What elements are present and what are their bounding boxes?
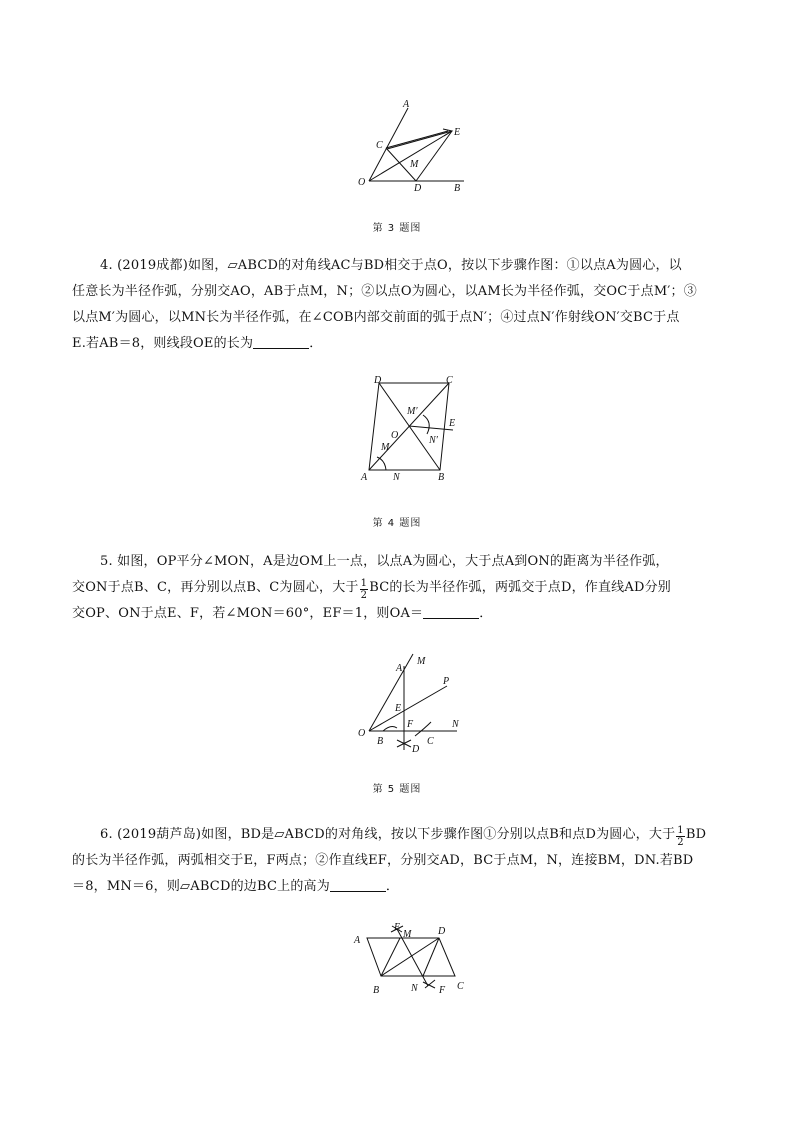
label-C: C (457, 981, 464, 992)
label-A: A (361, 472, 368, 483)
label-E: E (394, 922, 401, 933)
q6-line-1a: 6. (2019葫芦岛)如图，BD是▱ABCD的对角线，按以下步骤作图①分别以点B和点D为圆心，大于 (100, 827, 676, 842)
label-P: P (443, 676, 450, 687)
label-N: N (452, 719, 459, 730)
figure-3-diagram (340, 95, 490, 205)
question-5 (72, 549, 724, 627)
figure-5-caption: 第 5 题图 (372, 784, 422, 795)
label-F: F (439, 985, 446, 996)
q5-line-2a: 交ON于点B、C，再分别以点B、C为圆心，大于 (72, 580, 359, 595)
q4-line-1: 4. (2019成都)如图，▱ABCD的对角线AC与BD相交于点O，按以下步骤作图：①以点A为圆心，以 (100, 258, 682, 273)
q6-line-2: 的长为半径作弧，两弧相交于E，F两点；②作直线EF，分别交AD，BC于点M，N，连接BM，DN.若BD (72, 853, 694, 868)
figure-4-diagram (355, 372, 475, 487)
q6-line-1b: BD (685, 827, 707, 842)
label-M: M (403, 929, 412, 940)
label-D: D (412, 744, 420, 755)
q5-line-3: 交OP、ON于点E、F，若∠MON＝60°，EF＝1，则OA＝ (72, 606, 424, 621)
label-E: E (454, 127, 461, 138)
label-N: N (411, 983, 418, 994)
q4-line-4-end: ． (309, 336, 323, 351)
q6-answer-blank[interactable] (330, 877, 386, 892)
label-A: A (403, 99, 410, 110)
figure-3 (340, 95, 490, 205)
label-O: O (358, 728, 366, 739)
q5-answer-blank[interactable] (423, 604, 479, 619)
label-M: M (410, 159, 419, 170)
q4-line-4: E.若AB＝8，则线段OE的长为 (72, 336, 254, 351)
figure-4 (355, 372, 475, 487)
label-N-prime: N′ (429, 435, 438, 446)
q4-answer-blank[interactable] (253, 334, 309, 349)
question-6 (72, 822, 724, 900)
q5-line-3-end: ． (479, 606, 493, 621)
q6-line-3-end: ． (385, 879, 400, 894)
label-A: A (354, 935, 361, 946)
label-E: E (449, 418, 456, 429)
q4-line-3: 以点M′为圆心，以MN长为半径作弧，在∠COB内部交前面的弧于点N′；④过点N′作射线ON′交BC于点 (72, 310, 680, 325)
label-D: D (414, 183, 422, 194)
label-F: F (407, 719, 414, 730)
label-A: A (396, 663, 403, 674)
label-E: E (395, 703, 402, 714)
label-B: B (373, 985, 380, 996)
label-M: M (381, 442, 390, 453)
label-D: D (438, 926, 446, 937)
figure-5 (355, 648, 475, 763)
figure-3-caption: 第 3 题图 (372, 223, 422, 234)
figure-6-diagram (345, 918, 480, 1000)
label-N: N (393, 472, 400, 483)
label-O: O (358, 177, 366, 188)
label-D: D (374, 375, 382, 386)
q5-fraction: $\frac{1}{2}$ (360, 578, 368, 601)
label-O: O (391, 430, 399, 441)
label-B: B (454, 183, 461, 194)
q6-line-3: ＝8，MN＝6，则▱ABCD的边BC上的高为 (72, 879, 330, 894)
label-B: B (377, 736, 384, 747)
label-B: B (438, 472, 445, 483)
figure-4-caption: 第 4 题图 (372, 518, 422, 529)
q6-fraction: $\frac{1}{2}$ (677, 825, 684, 848)
figure-6 (345, 918, 480, 1000)
label-M-prime: M′ (407, 406, 418, 417)
label-C: C (376, 140, 383, 151)
question-4 (72, 253, 724, 357)
q5-line-1: 5. 如图，OP平分∠MON，A是边OM上一点，以点A为圆心，大于点A到ON的距离为半径作弧， (100, 554, 669, 569)
label-C: C (446, 375, 453, 386)
q4-line-2: 任意长为半径作弧，分别交AO，AB于点M，N；②以点O为圆心，以AM长为半径作弧，交OC于点M′；③ (72, 284, 697, 299)
q5-line-2b: BC的长为半径作弧，两弧交于点D，作直线AD分别 (369, 580, 671, 595)
figure-5-diagram (355, 648, 475, 763)
label-M: M (417, 656, 426, 667)
label-C: C (427, 736, 434, 747)
